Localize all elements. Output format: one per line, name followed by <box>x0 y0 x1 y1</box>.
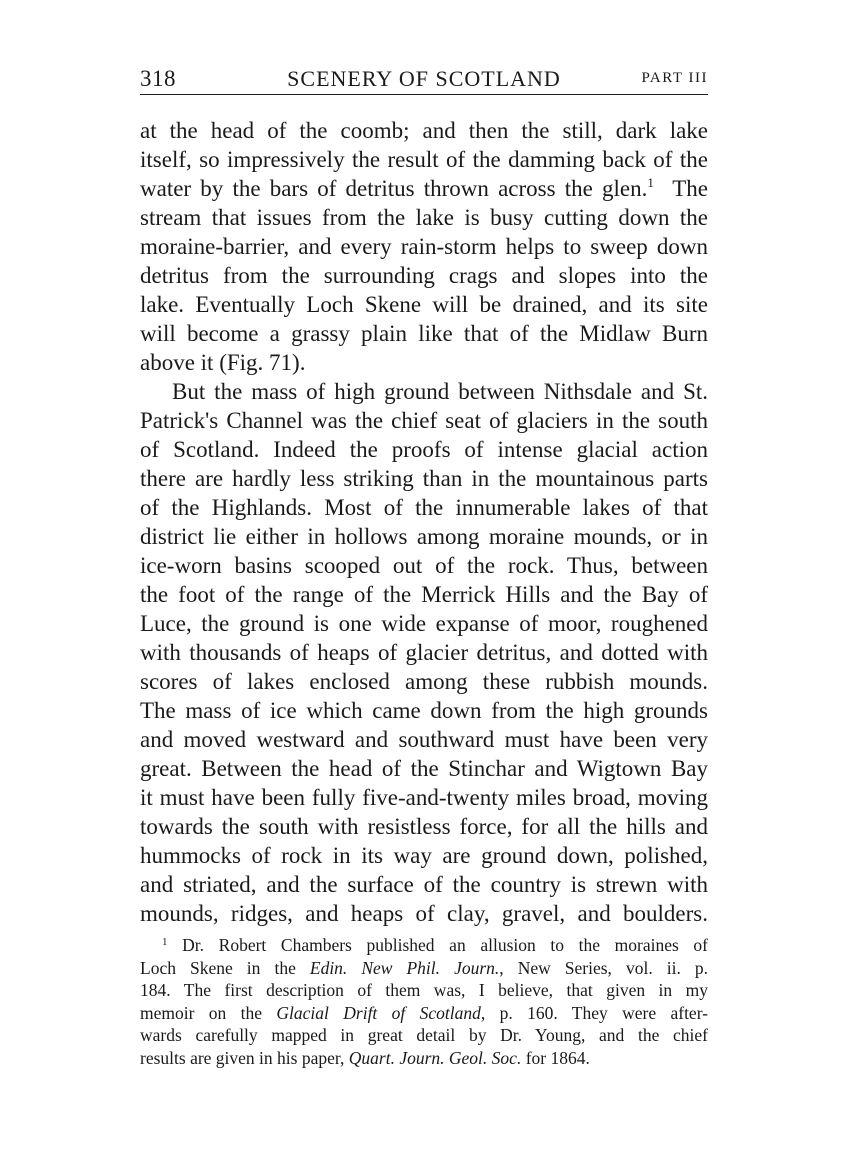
body-line: at the head of the coomb; and then the still, dark lake <box>140 118 708 143</box>
body-line: district lie either in hollows among moraine mounds, or in <box>140 524 708 549</box>
footnote-line <box>140 934 708 957</box>
body-line <box>140 174 708 203</box>
body-line: The mass of ice which came down from the high grounds <box>140 698 708 723</box>
body-line-tail: The <box>672 176 709 201</box>
body-line: moraine-barrier, and every rain-storm helps to sweep down <box>140 234 708 259</box>
footnote-text: , p. 160. They were after- <box>480 1002 709 1023</box>
body-text <box>140 116 708 928</box>
body-line: ice-worn basins scooped out of the rock. Thus, between <box>140 553 708 578</box>
page-number: 318 <box>140 66 176 91</box>
footnote-text: Dr. Robert Chambers published an allusion to the moraines of <box>182 935 708 955</box>
body-line: scores of lakes enclosed among these rubbish mounds. <box>140 669 708 694</box>
body-line: mounds, ridges, and heaps of clay, gravel, and boulders. <box>140 901 708 926</box>
body-line: and striated, and the surface of the country is strewn with <box>140 872 708 897</box>
body-line: Luce, the ground is one wide expanse of moor, roughened <box>140 611 708 636</box>
footnote <box>140 934 708 1070</box>
body-line: detritus from the surrounding crags and slopes into the <box>140 263 708 288</box>
body-line: stream that issues from the lake is busy cutting down the <box>140 205 708 230</box>
body-line: there are hardly less striking than in the mountainous parts <box>140 466 708 491</box>
footnote-marker: 1 <box>162 936 168 948</box>
body-line: and moved westward and southward must have been very <box>140 727 708 752</box>
body-line: it must have been fully five-and-twenty miles broad, moving <box>140 785 708 810</box>
footnote-line <box>140 1047 708 1070</box>
citation-italic: Glacial Drift of Scotland <box>276 1002 481 1023</box>
citation-italic: Quart. Journ. Geol. Soc. <box>348 1047 522 1068</box>
body-line: of the Highlands. Most of the innumerable lakes of that <box>140 495 708 520</box>
body-line: great. Between the head of the Stinchar and Wigtown Bay <box>140 756 708 781</box>
footnote-line: wards carefully mapped in great detail by Dr. Young, and the chief <box>140 1025 708 1046</box>
body-line: of Scotland. Indeed the proofs of intense glacial action <box>140 437 708 462</box>
body-line-text: water by the bars of detritus thrown across the glen. <box>140 176 648 201</box>
body-line: with thousands of heaps of glacier detritus, and dotted with <box>140 640 708 665</box>
footnote-text: results are given in his paper, <box>140 1047 349 1068</box>
footnote-text: Loch Skene in the <box>140 957 310 978</box>
body-line: will become a grassy plain like that of the Midlaw Burn <box>140 321 708 346</box>
footnote-text: memoir on the <box>140 1002 277 1023</box>
footnote-reference: 1 <box>647 175 654 190</box>
body-line: Patrick's Channel was the chief seat of glaciers in the south <box>140 408 708 433</box>
body-line: lake. Eventually Loch Skene will be drained, and its site <box>140 292 708 317</box>
body-line: itself, so impressively the result of the damming back of the <box>140 147 708 172</box>
running-head <box>140 62 708 95</box>
body-line: hummocks of rock in its way are ground down, polished, <box>140 843 708 868</box>
footnote-text: for 1864. <box>521 1047 590 1068</box>
footnote-line <box>140 1002 708 1025</box>
body-line: towards the south with resistless force, for all the hills and <box>140 814 708 839</box>
body-line: the foot of the range of the Merrick Hills and the Bay of <box>140 582 708 607</box>
part-label: PART III <box>641 70 708 86</box>
paragraph-start-line: But the mass of high ground between Nithsdale and St. <box>172 379 708 404</box>
footnote-text: , New Series, vol. ii. p. <box>499 957 708 978</box>
footnote-line: 184. The first description of them was, I believe, that given in my <box>140 980 708 1001</box>
citation-italic: Edin. New Phil. Journ. <box>309 957 500 978</box>
body-line: above it (Fig. 71). <box>140 350 306 375</box>
running-title: SCENERY OF SCOTLAND <box>287 66 561 91</box>
footnote-line <box>140 957 708 980</box>
